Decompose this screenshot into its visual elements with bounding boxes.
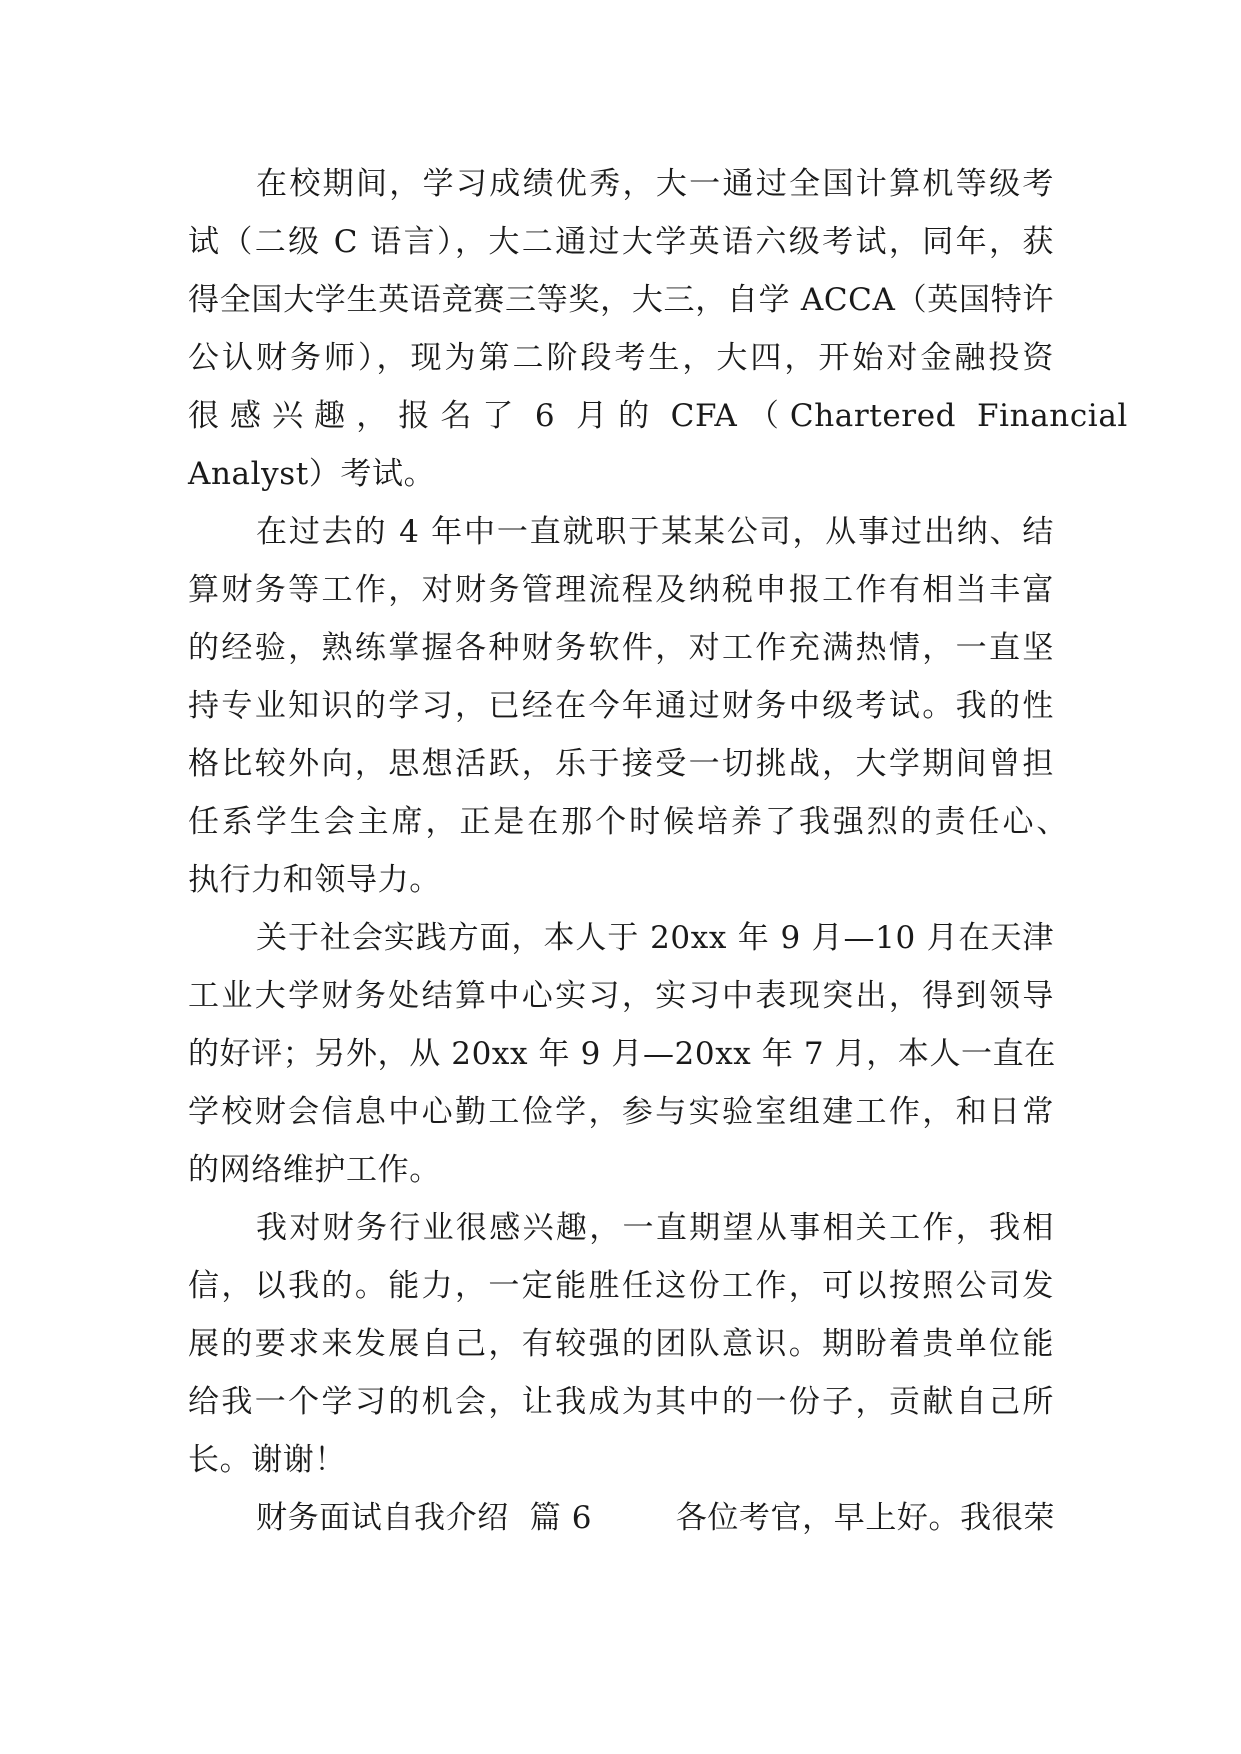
paragraph-4-line-2: 信，以我的。能力，一定能胜任这份工作，可以按照公司发	[188, 1268, 1054, 1304]
paragraph-1-line-2: 试（二级 C 语言），大二通过大学英语六级考试，同年，获	[188, 224, 1054, 260]
paragraph-4-line-1: 我对财务行业很感兴趣，一直期望从事相关工作，我相	[256, 1210, 1054, 1246]
paragraph-4-line-3: 展的要求来发展自己，有较强的团队意识。期盼着贵单位能	[188, 1326, 1054, 1362]
paragraph-2-line-5: 格比较外向，思想活跃，乐于接受一切挑战，大学期间曾担	[188, 746, 1054, 782]
paragraph-3-line-4: 学校财会信息中心勤工俭学，参与实验室组建工作，和日常	[188, 1094, 1054, 1130]
paragraph-3-line-2: 工业大学财务处结算中心实习，实习中表现突出，得到领导	[188, 978, 1054, 1014]
section-heading-line: 财务面试自我介绍 篇 6 各位考官，早上好。我很荣	[256, 1500, 1055, 1536]
paragraph-2-line-4: 持专业知识的学习，已经在今年通过财务中级考试。我的性	[188, 688, 1054, 724]
paragraph-1-line-1: 在校期间，学习成绩优秀，大一通过全国计算机等级考	[256, 166, 1054, 202]
paragraph-1-line-5: 很 感 兴 趣 ， 报 名 了 6 月 的 CFA （ Chartered Financial	[188, 398, 1128, 434]
paragraph-1-line-6: Analyst）考试。	[188, 456, 436, 492]
paragraph-1-line-4: 公认财务师），现为第二阶段考生，大四，开始对金融投资	[188, 340, 1054, 376]
paragraph-4-line-5: 长。谢谢！	[188, 1442, 346, 1478]
paragraph-2-line-3: 的经验，熟练掌握各种财务软件，对工作充满热情，一直坚	[188, 630, 1054, 666]
paragraph-2-line-1: 在过去的 4 年中一直就职于某某公司，从事过出纳、结	[256, 514, 1054, 550]
paragraph-3-line-3: 的好评；另外，从 20xx 年 9 月—20xx 年 7 月，本人一直在	[188, 1036, 1056, 1072]
paragraph-3-line-1: 关于社会实践方面，本人于 20xx 年 9 月—10 月在天津	[256, 920, 1054, 956]
paragraph-3-line-5: 的网络维护工作。	[188, 1152, 441, 1188]
paragraph-2-line-6: 任系学生会主席，正是在那个时候培养了我强烈的责任心、	[188, 804, 1068, 840]
paragraph-4-line-4: 给我一个学习的机会，让我成为其中的一份子，贡献自己所	[188, 1384, 1054, 1420]
paragraph-1-line-3: 得全国大学生英语竞赛三等奖，大三，自学 ACCA（英国特许	[188, 282, 1054, 318]
paragraph-2-line-7: 执行力和领导力。	[188, 862, 441, 898]
paragraph-2-line-2: 算财务等工作，对财务管理流程及纳税申报工作有相当丰富	[188, 572, 1054, 608]
